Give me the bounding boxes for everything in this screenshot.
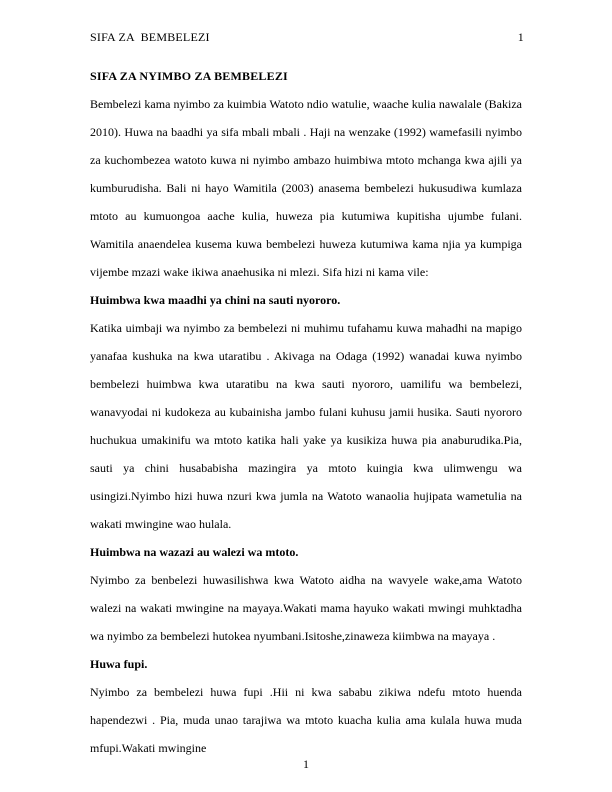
paragraph-low-voice: Katika uimbaji wa nyimbo za bembelezi ni muhimu tufahamu kuwa mahadhi na mapigo yanafaa kushuka na kwa utaratibu . Akivaga na Odaga (1992) wanadai kuwa nyimbo bembelezi huimbwa kwa utaratibu na kwa sauti nyororo, uamilifu wa bembelezi, wanavyodai ni kudokeza au kubainisha jambo fulani kuhusu jamii husika. Sauti nyororo huchukua umakinifu wa mtoto katika hali yake ya kusikiza huwa pia anaburudika.Pia, sauti ya chini husababisha mazingira ya mtoto kuingia kwa ulimwengu wa usingizi.Nyimbo hizi huwa nzuri kwa jumla na Watoto wanaolia hujipata wametulia na wakati mwingine wao hulala. xyxy=(90,321,522,531)
paragraph-intro: Bembelezi kama nyimbo za kuimbia Watoto ndio watulie, waache kulia nawalale (Bakiza 2010). Huwa na baadhi ya sifa mbali mbali . Haji na wenzake (1992) wamefasili nyimbo za kuchombezea watoto kuwa ni nyimbo ambazo huimbiwa mtoto mchanga kwa ajili ya kumburudisha. Bali ni hayo Wamitila (2003) anasema bembelezi hukusudiwa kumlaza mtoto au kumuongoa aache kulia, huweza pia kutumiwa kupitisha ujumbe fulani. Wamitila anaendelea kusema kuwa bembelezi huweza kutumiwa kama njia ya kumpiga vijembe mzazi wake ikiwa anaehusika ni mlezi. Sifa hizi ni kama vile: xyxy=(90,97,522,279)
document-body xyxy=(90,62,522,762)
running-head: SIFA ZA BEMBELEZI xyxy=(90,30,210,44)
section-heading-short: Huwa fupi. xyxy=(90,657,148,671)
section-heading-parents: Huimbwa na wazazi au walezi wa mtoto. xyxy=(90,545,299,559)
document-title: SIFA ZA NYIMBO ZA BEMBELEZI xyxy=(90,69,288,83)
paragraph-short: Nyimbo za bembelezi huwa fupi .Hii ni kwa sababu zikiwa ndefu mtoto huenda hapendezwi . Pia, muda unao tarajiwa wa mtoto kuacha kulia ama kulala huwa muda mfupi.Wakati mwingine xyxy=(90,685,522,755)
paragraph-parents: Nyimbo za benbelezi huwasilishwa kwa Watoto aidha na wavyele wake,ama Watoto walezi na wakati mwingine na mayaya.Wakati mama hayuko wakati mwingi muhktadha wa nyimbo za bembelezi hutokea nyumbani.Isitoshe,zinaweza kiimbwa na mayaya . xyxy=(90,573,522,643)
page-header xyxy=(90,30,524,45)
section-heading-low-voice: Huimbwa kwa maadhi ya chini na sauti nyororo. xyxy=(90,293,341,307)
page-footer xyxy=(0,757,612,772)
footer-page-number: 1 xyxy=(303,757,309,771)
header-page-number: 1 xyxy=(517,30,524,44)
